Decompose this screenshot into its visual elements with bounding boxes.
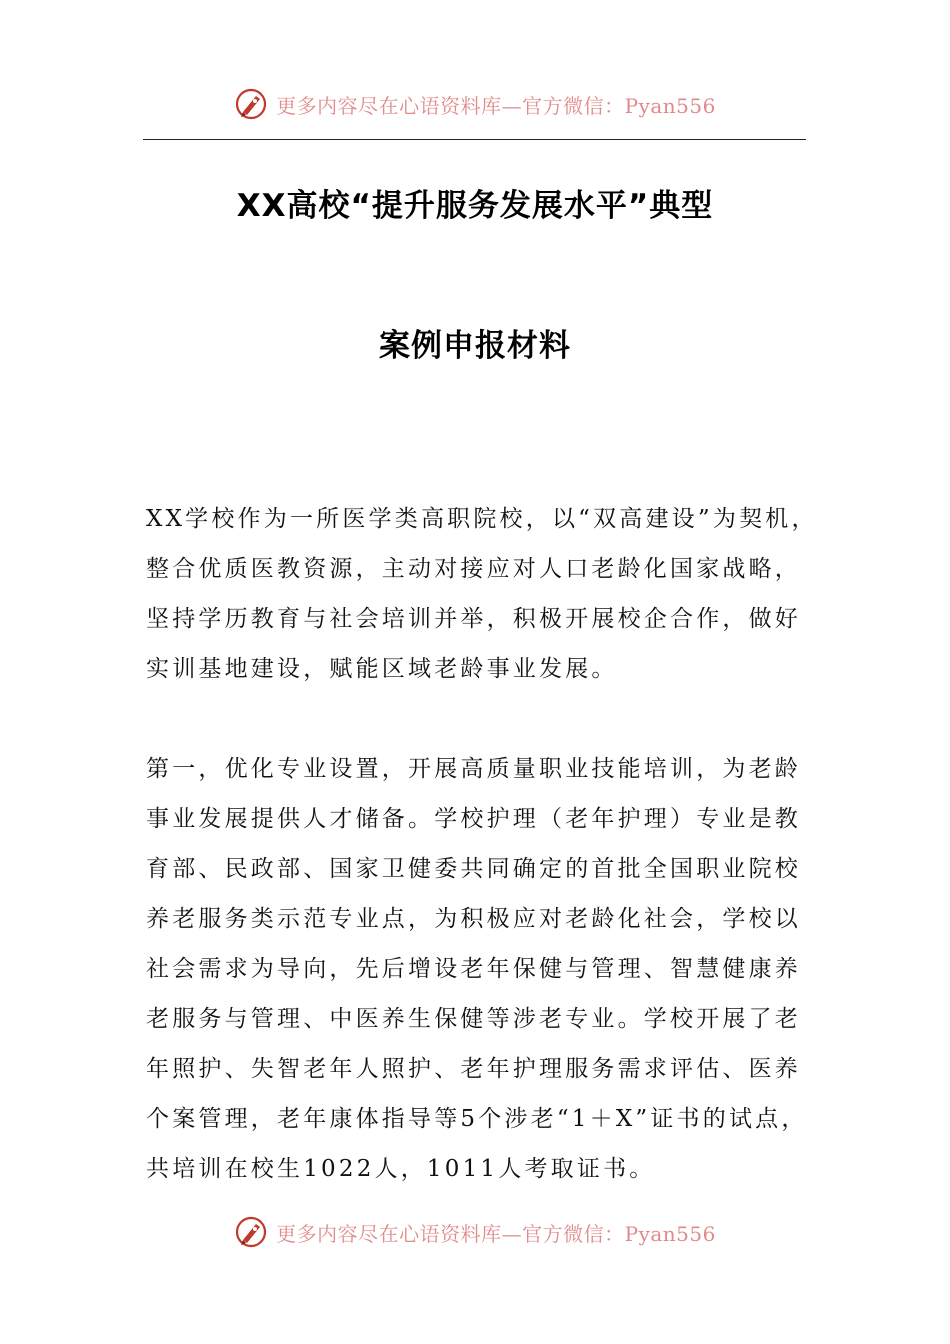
- paragraph-line: 养老服务类示范专业点，为积极应对老龄化社会，学校以: [146, 906, 801, 932]
- document-title-line-2: 案例申报材料: [379, 328, 571, 364]
- paragraph-first-point: [146, 750, 846, 1200]
- watermark-text: 更多内容尽在心语资料库—官方微信：Pyan556: [276, 93, 716, 118]
- paragraph-line: 第一，优化专业设置，开展高质量职业技能培训，为老龄: [146, 756, 801, 782]
- paragraph-line: 个案管理，老年康体指导等5个涉老“1＋X”证书的试点，: [146, 1106, 808, 1132]
- paragraph-line: 事业发展提供人才储备。学校护理（老年护理）专业是教: [146, 806, 801, 832]
- paragraph-line: 实训基地建设，赋能区域老龄事业发展。: [146, 656, 618, 682]
- paragraph-intro: [146, 500, 846, 700]
- header-watermark: [0, 84, 950, 124]
- paragraph-line: 共培训在校生1022人，1011人考取证书。: [146, 1156, 656, 1182]
- paragraph-line: 坚持学历教育与社会培训并举，积极开展校企合作，做好: [146, 606, 801, 632]
- paragraph-line: 年照护、失智老年人照护、老年护理服务需求评估、医养: [146, 1056, 801, 1082]
- pen-logo-icon: [234, 87, 268, 121]
- paragraph-line: XX学校作为一所医学类高职院校，以“双高建设”为契机，: [146, 506, 818, 532]
- paragraph-line: 老服务与管理、中医养生保健等涉老专业。学校开展了老: [146, 1006, 801, 1032]
- watermark-text: 更多内容尽在心语资料库—官方微信：Pyan556: [276, 1221, 716, 1246]
- footer-watermark: [0, 1212, 950, 1252]
- paragraph-line: 育部、民政部、国家卫健委共同确定的首批全国职业院校: [146, 856, 801, 882]
- pen-logo-icon: [234, 1215, 268, 1249]
- paragraph-line: 整合优质医教资源，主动对接应对人口老龄化国家战略，: [146, 556, 801, 582]
- paragraph-line: 社会需求为导向，先后增设老年保健与管理、智慧健康养: [146, 956, 801, 982]
- header-divider: [143, 139, 806, 140]
- document-title-line-1: XX高校“提升服务发展水平”典型: [236, 188, 714, 224]
